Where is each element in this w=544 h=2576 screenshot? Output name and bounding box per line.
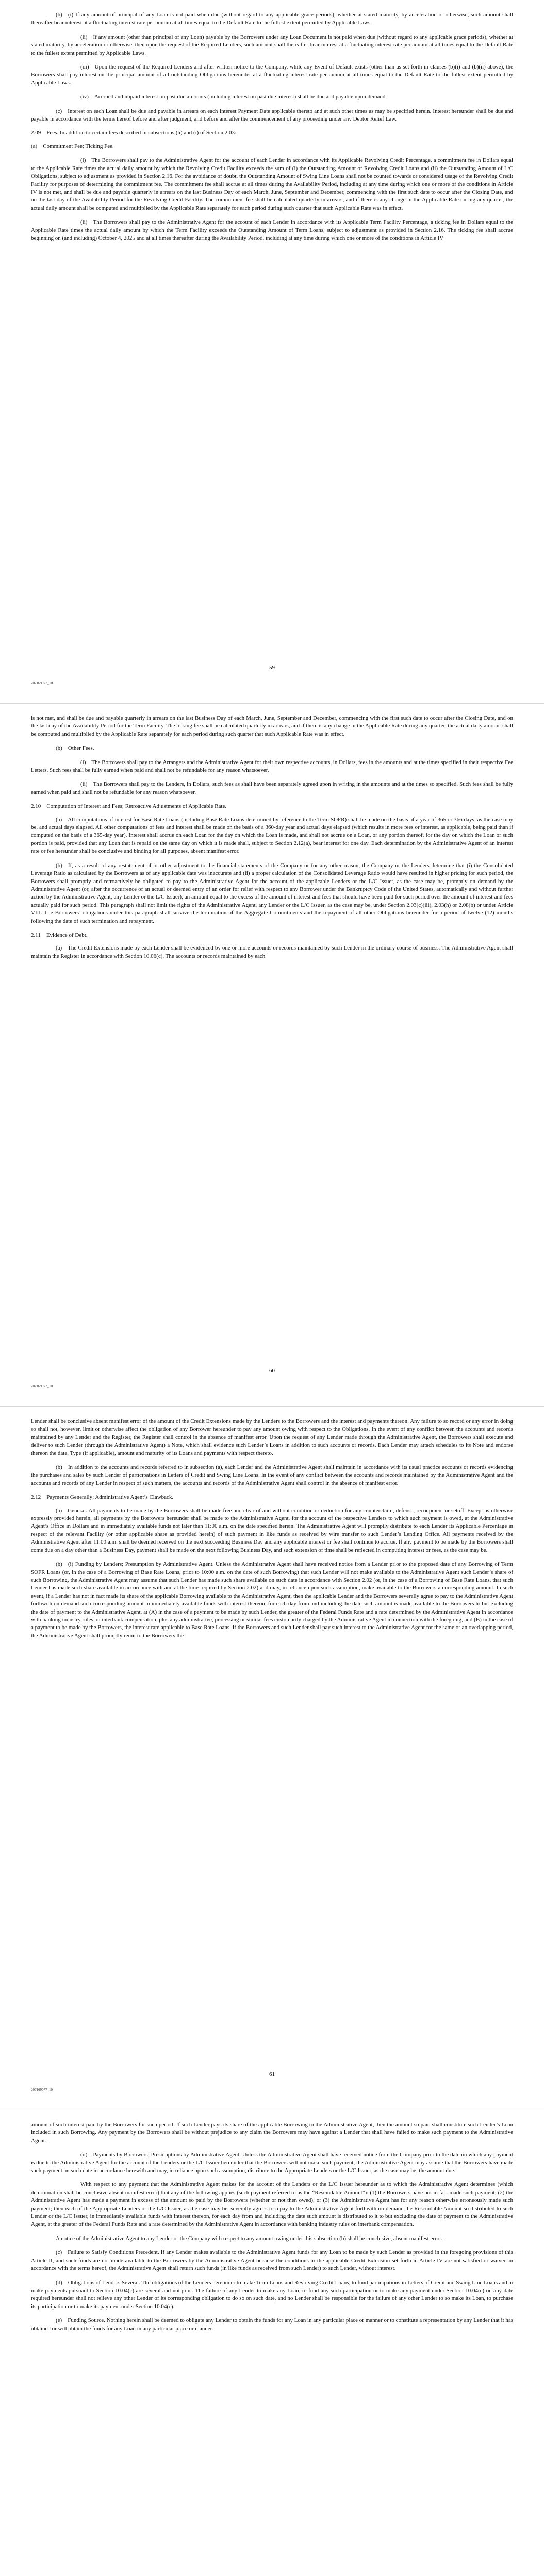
- paragraph: (b) If, as a result of any restatement of or other adjustment to the financial statements of the Company or for any other reason, the Company or the Lenders determine that (i) the Consolidated Leverage Ratio as calculated by the Borrowers as of any applicable date was inaccurate and (ii) a proper calculation of the Consolidated Leverage Ratio would have resulted in higher pricing for such period, the Borrowers shall promptly and retroactively be obligated to pay to the Administrative Agent for the account of the applicable Lenders or the L/C Issuer, as the case may be, promptly on demand by the Administrative Agent (or, after the occurrence of an actual or deemed entry of an order for relief with respect to any Borrower under the Bankruptcy Code of the United States, automatically and without further action by the Administrative Agent, any Lender or the L/C Issuer), an amount equal to the excess of the amount of interest and fees that should have been paid for such period over the amount of interest and fees actually paid for such period. This paragraph shall not limit the rights of the Administrative Agent, any Lender or the L/C Issuer, as the case may be, under Section 2.03(c)(iii), 2.03(h) or 2.08(b) or under Article VIII. The Borrowers’ obligations under this paragraph shall survive the termination of the Aggregate Commitments and the repayment of all other Obligations hereunder for a period of twelve (12) months following the date of such termination and repayment.: [31, 862, 513, 924]
- paragraph: (ii) The Borrowers shall pay to the Lenders, in Dollars, such fees as shall have been separately agreed upon in writing in the amounts and at the times so specified. Such fees shall be fully earned when paid and shall not be refundable for any reason whatsoever.: [31, 781, 513, 795]
- paragraph: (ii) The Borrowers shall pay to the Administrative Agent for the account of each Lender in accordance with its Applicable Term Facility Percentage, a ticking fee in Dollars equal to the Applicable Rate times the actual daily amount by which the Term Facility exceeds the Outstanding Amount of Term Loans, subject to adjustment as provided in Section 2.16. The ticking fee shall accrue beginning on (and including) October 4, 2025 and at all times thereafter during the Availability Period, including at any time during which one or more of the conditions in Article IV: [31, 219, 513, 241]
- document-id: 207169077_10: [31, 2088, 53, 2092]
- paragraph: (a) Commitment Fee; Ticking Fee.: [31, 143, 114, 149]
- page-separator: [0, 1406, 544, 1407]
- page-number: 59: [269, 665, 275, 671]
- paragraph: (e) Funding Source. Nothing herein shall be deemed to obligate any Lender to obtain the funds for any Loan in any particular place or manner or to constitute a representation by any Lender that it has obtained or will obtain the funds for any Loan in any particular place or manner.: [31, 2317, 513, 2332]
- paragraph: (b) (i) Funding by Lenders; Presumption by Administrative Agent. Unless the Administrative Agent shall have received notice from a Lender prior to the proposed date of any Borrowing of Term SOFR Loans (or, in the case of a Borrowing of Base Rate Loans, prior to 10:00 a.m. on the date of such Borrowing) that such Lender will not make available to the Administrative Agent such Lender’s share of such Borrowing, the Administrative Agent may assume that such Lender has made such share available on such date in accordance with Section 2.02 (or, in the case of a Borrowing of Base Rate Loans, that such Lender has made such share available in accordance with and at the time required by Section 2.02) and may, in reliance upon such assumption, make available to the Borrowers a corresponding amount. In such event, if a Lender has not in fact made its share of the applicable Borrowing available to the Administrative Agent, then the applicable Lender and the Borrowers severally agree to pay to the Administrative Agent forthwith on demand such corresponding amount in immediately available funds with interest thereon, for each day from and including the date such amount is made available to the Borrowers to but excluding the date of payment to the Administrative Agent, at (A) in the case of a payment to be made by such Lender, the greater of the Federal Funds Rate and a rate determined by the Administrative Agent in accordance with banking industry rules on interbank compensation, plus any administrative, processing or similar fees customarily charged by the Administrative Agent in connection with the foregoing, and (B) in the case of a payment to be made by the Borrowers, the interest rate applicable to Base Rate Loans. If the Borrowers and such Lender shall pay such interest to the Administrative Agent for the same or an overlapping period, the Administrative Agent shall promptly remit to the Borrowers the: [31, 1561, 513, 1639]
- paragraph: (a) General. All payments to be made by the Borrowers shall be made free and clear of and without condition or deduction for any counterclaim, defense, recoupment or setoff. Except as otherwise expressly provided herein, all payments by the Borrowers hereunder shall be made to the Administrative Agent, for the account of the respective Lenders to which such payment is owed, at the Administrative Agent’s Office in Dollars and in immediately available funds not later than 11:00 a.m. on the date specified herein. The Administrative Agent will promptly distribute to each Lender its Applicable Percentage in respect of the relevant Facility (or other applicable share as provided herein) of such payment in like funds as received by wire transfer to such Lender’s Lending Office. All payments received by the Administrative Agent after 11:00 a.m. shall be deemed received on the next succeeding Business Day and any applicable interest or fee shall continue to accrue. If any payment to be made by the Borrowers shall come due on a day other than a Business Day, payment shall be made on the next following Business Day, and such extension of time shall be reflected in computing interest or fees, as the case may be.: [31, 1507, 513, 1553]
- paragraph: With respect to any payment that the Administrative Agent makes for the account of the Lenders or the L/C Issuer hereunder as to which the Administrative Agent determines (which determination shall be conclusive absent manifest error) that any of the following applies (such payment referred to as the “Rescindable Amount”): (1) the Borrowers have not in fact made such payment; (2) the Administrative Agent has made a payment in excess of the amount so paid by the Borrowers (whether or not then owed); or (3) the Administrative Agent has for any reason otherwise erroneously made such payment; then each of the Appropriate Lenders or the L/C Issuer, as the case may be, severally agrees to repay to the Administrative Agent forthwith on demand the Rescindable Amount so distributed to such Lender or the L/C Issuer, in immediately available funds with interest thereon, for each day from and including the date such amount is distributed to it to but excluding the date of payment to the Administrative Agent, at the greater of the Federal Funds Rate and a rate determined by the Administrative Agent in accordance with banking industry rules on interbank compensation.: [31, 2181, 513, 2228]
- paragraph: (d) Obligations of Lenders Several. The obligations of the Lenders hereunder to make Term Loans and Revolving Credit Loans, to fund participations in Letters of Credit and Swing Line Loans and to make payments pursuant to Section 10.04(c) are several and not joint. The failure of any Lender to make any Loan, to fund any such participation or to make any payment under Section 10.04(c) on any date required hereunder shall not relieve any other Lender of its corresponding obligation to do so on such date, and no Lender shall be responsible for the failure of any other Lender to so make its Loan, to purchase its participation or to make its payment under Section 10.04(c).: [31, 2279, 513, 2310]
- section-heading: 2.10 Computation of Interest and Fees; Retroactive Adjustments of Applicable Rate.: [31, 803, 227, 810]
- paragraph: amount of such interest paid by the Borrowers for such period. If such Lender pays its share of the applicable Borrowing to the Administrative Agent, then the amount so paid shall constitute such Lender’s Loan included in such Borrowing. Any payment by the Borrowers shall be without prejudice to any claim the Borrowers may have against a Lender that shall have failed to make such payment to the Administrative Agent.: [31, 2122, 513, 2144]
- paragraph: (a) All computations of interest for Base Rate Loans (including Base Rate Loans determined by reference to the Term SOFR) shall be made on the basis of a year of 365 or 366 days, as the case may be, and actual days elapsed. All other computations of fees and interest shall be made on the basis of a 360-day year and actual days elapsed (which results in more fees or interest, as applicable, being paid than if computed on the basis of a 365-day year). Interest shall accrue on each Loan for the day on which the Loan is made, and shall not accrue on a Loan, or any portion thereof, for the day on which the Loan or such portion is paid, provided that any Loan that is repaid on the same day on which it is made shall, subject to Section 2.12(a), bear interest for one day. Each determination by the Administrative Agent of an interest rate or fee hereunder shall be conclusive and binding for all purposes, absent manifest error.: [31, 816, 513, 855]
- paragraph: (b) In addition to the accounts and records referred to in subsection (a), each Lender and the Administrative Agent shall maintain in accordance with its usual practice accounts or records evidencing the purchases and sales by such Lender of participations in Letters of Credit and Swing Line Loans. In the event of any conflict between the accounts and records maintained by the Administrative Agent and the accounts and records of any Lender in respect of such matters, the accounts and records of the Administrative Agent shall control in the absence of manifest error.: [31, 1464, 513, 1486]
- paragraph: (b) (i) If any amount of principal of any Loan is not paid when due (without regard to any applicable grace periods), whether at stated maturity, by acceleration or otherwise, such amount shall thereafter bear interest at a fluctuating interest rate per annum at all times equal to the Default Rate to the fullest extent permitted by Applicable Laws.: [31, 12, 513, 26]
- page-59: [0, 0, 544, 703]
- document-id: 207169077_10: [31, 681, 53, 685]
- section-heading: 2.12 Payments Generally; Administrative Agent’s Clawback.: [31, 1494, 174, 1501]
- page-number: 60: [269, 1368, 275, 1374]
- paragraph: (a) The Credit Extensions made by each Lender shall be evidenced by one or more accounts or records maintained by such Lender in the ordinary course of business. The Administrative Agent shall maintain the Register in accordance with Section 10.06(c). The accounts or records maintained by each: [31, 945, 513, 959]
- page-60: [0, 703, 544, 1406]
- paragraph: Lender shall be conclusive absent manifest error of the amount of the Credit Extensions made by the Lenders to the Borrowers and the interest and payments thereon. Any failure to so record or any error in doing so shall not, however, limit or otherwise affect the obligation of any Borrower hereunder to pay any amount owing with respect to the Obligations. In the event of any conflict between the accounts and records maintained by any Lender and the Register, the Register shall control in the absence of manifest error. Upon the request of any Lender made through the Administrative Agent, the Borrowers shall execute and deliver to such Lender (through the Administrative Agent) a Note, which shall evidence such Lender’s Loans in addition to such accounts or records. Each Lender may attach schedules to its Note and endorse thereon the date, Type (if applicable), amount and maturity of its Loans and payments with respect thereto.: [31, 1418, 513, 1456]
- paragraph: (b) Other Fees.: [56, 745, 94, 752]
- section-heading: 2.09 Fees. In addition to certain fees described in subsections (h) and (i) of Section 2.03:: [31, 130, 237, 137]
- document-id: 207169077_10: [31, 1384, 53, 1388]
- paragraph: (i) The Borrowers shall pay to the Administrative Agent for the account of each Lender in accordance with its Applicable Revolving Credit Percentage, a commitment fee in Dollars equal to the Applicable Rate times the actual daily amount by which the Revolving Credit Facility exceeds the sum of (i) the Outstanding Amount of Revolving Credit Loans and (ii) the Outstanding Amount of L/C Obligations, subject to adjustment as provided in Section 2.16. For the avoidance of doubt, the Outstanding Amount of Swing Line Loans shall not be counted towards or considered usage of the Revolving Credit Facility for purposes of determining the commitment fee. The commitment fee shall accrue at all times during the Availability Period, including at any time during which one or more of the conditions in Article IV is not met, and shall be due and payable quarterly in arrears on the last Business Day of each March, June, September and December, commencing with the first such date to occur after the Closing Date, and on the last day of the Availability Period for the Revolving Credit Facility. The commitment fee shall be calculated quarterly in arrears, and if there is any change in the Applicable Rate during any quarter, the actual daily amount shall be computed and multiplied by the Applicable Rate separately for each period during such quarter that such Applicable Rate was in effect.: [31, 157, 513, 211]
- paragraph: is not met, and shall be due and payable quarterly in arrears on the last Business Day of each March, June, September and December, commencing with the first such date to occur after the Closing Date, and on the last day of the Availability Period for the Term Facility. The ticking fee shall be calculated quarterly in arrears, and if there is any change in the Applicable Rate during any quarter, the actual daily amount shall be computed and multiplied by the Applicable Rate separately for each period during such quarter that such Applicable Rate was in effect.: [31, 715, 513, 737]
- section-heading: 2.11 Evidence of Debt.: [31, 931, 88, 938]
- paragraph: (iii) Upon the request of the Required Lenders and after written notice to the Company, while any Event of Default exists (other than as set forth in clauses (b)(i) and (b)(ii) above), the Borrowers shall pay interest on the principal amount of all outstanding Obligations hereunder at a fluctuating interest rate per annum at all times equal to the Default Rate to the fullest extent permitted by Applicable Laws.: [31, 64, 513, 86]
- paragraph: (c) Interest on each Loan shall be due and payable in arrears on each Interest Payment Date applicable thereto and at such other times as may be specified herein. Interest hereunder shall be due and payable in accordance with the terms hereof before and after judgment, and before and after the commencement of any proceeding under any Debtor Relief Law.: [31, 108, 513, 123]
- page-separator: [0, 703, 544, 704]
- paragraph: (ii) Payments by Borrowers; Presumptions by Administrative Agent. Unless the Administrative Agent shall have received notice from the Company prior to the date on which any payment is due to the Administrative Agent for the account of the Lenders or the L/C Issuer hereunder that the Borrowers will not make such payment, the Administrative Agent may assume that the Borrowers have made such payment on such date in accordance herewith and may, in reliance upon such assumption, distribute to the Appropriate Lenders or the L/C Issuer, as the case may be, the amount due.: [31, 2151, 513, 2174]
- paragraph: (iv) Accrued and unpaid interest on past due amounts (including interest on past due interest) shall be due and payable upon demand.: [80, 94, 387, 100]
- paragraph: (i) The Borrowers shall pay to the Arrangers and the Administrative Agent for their own respective accounts, in Dollars, fees in the amounts and at the times specified in their respective Fee Letters. Such fees shall be fully earned when paid and shall not be refundable for any reason whatsoever.: [31, 759, 513, 774]
- page-62: [0, 2110, 544, 2576]
- paragraph: A notice of the Administrative Agent to any Lender or the Company with respect to any amount owing under this subsection (b) shall be conclusive, absent manifest error.: [56, 2235, 442, 2242]
- paragraph: (ii) If any amount (other than principal of any Loan) payable by the Borrowers under any Loan Document is not paid when due (without regard to any applicable grace periods), whether at stated maturity, by acceleration or otherwise, then upon the request of the Required Lenders, such amount shall thereafter bear interest at a fluctuating interest rate per annum at all times equal to the Default Rate to the fullest extent permitted by Applicable Laws.: [31, 33, 513, 56]
- page-61: [0, 1406, 544, 2110]
- page-number: 61: [269, 2071, 275, 2077]
- paragraph: (c) Failure to Satisfy Conditions Precedent. If any Lender makes available to the Administrative Agent funds for any Loan to be made by such Lender as provided in the foregoing provisions of this Article II, and such funds are not made available to the Borrowers by the Administrative Agent because the conditions to the applicable Credit Extension set forth in Article IV are not satisfied or waived in accordance with the terms hereof, the Administrative Agent shall return such funds (in like funds as received from such Lender) to such Lender, without interest.: [31, 2249, 513, 2272]
